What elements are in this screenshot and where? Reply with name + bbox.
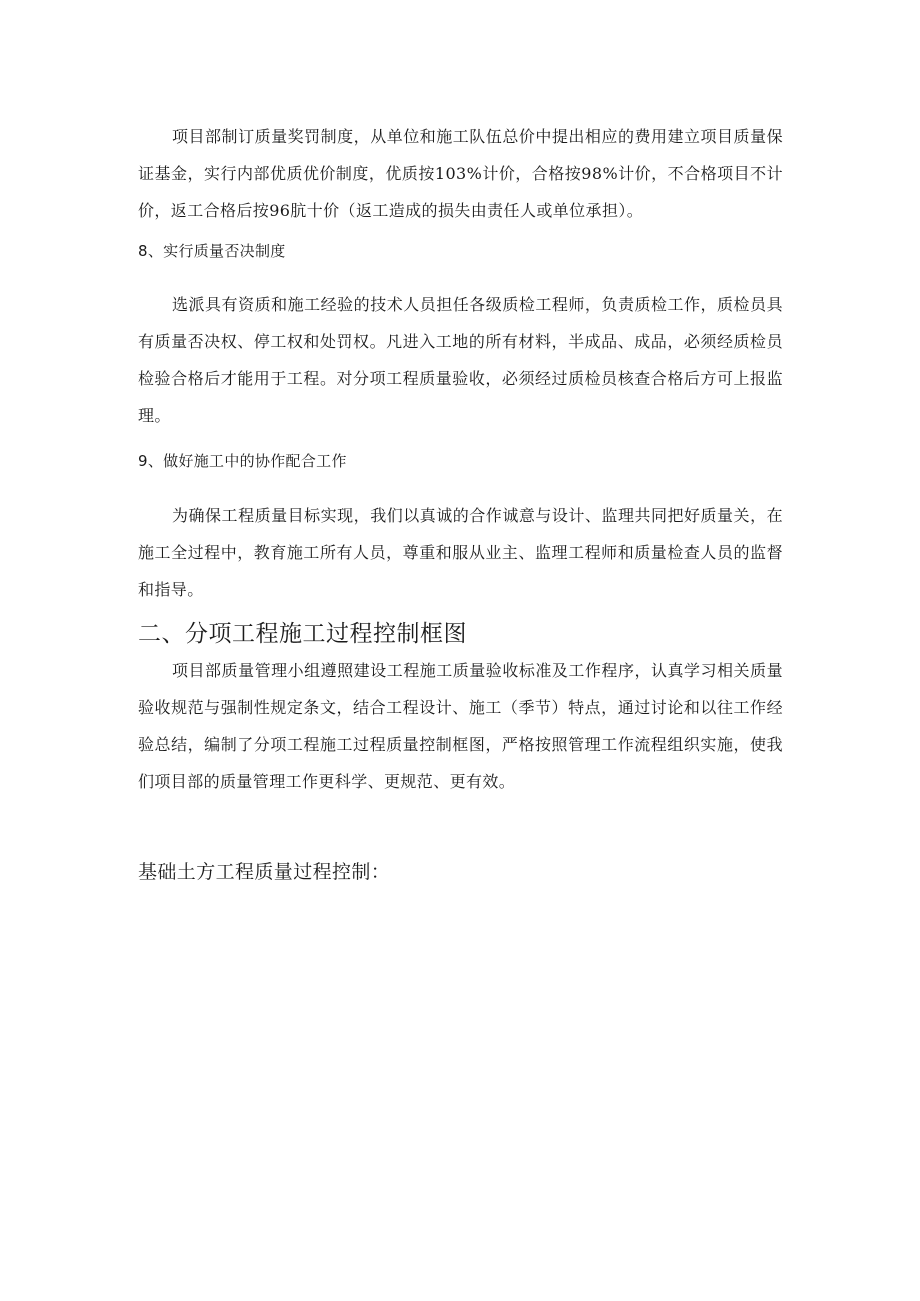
heading-item-8: 8、实行质量否决制度 xyxy=(138,242,286,260)
paragraph-reward-penalty-block xyxy=(138,118,783,229)
paragraph-veto-block xyxy=(138,286,783,434)
paragraph-reward-penalty: 项目部制订质量奖罚制度，从单位和施工队伍总价中提出相应的费用建立项目质量保证基金，实行内部优质优价制度，优质按103%计价，合格按98%计价，不合格项目不计价，返工合格后按96肮十价（返工造成的损失由责任人或单位承担）。 xyxy=(138,127,783,220)
paragraph-cooperation-block xyxy=(138,497,783,608)
heading-item-9: 9、做好施工中的协作配合工作 xyxy=(138,452,347,470)
subheading-foundation-block xyxy=(138,858,783,886)
heading-9-block xyxy=(138,450,783,472)
heading-8-block xyxy=(138,240,783,262)
paragraph-section-2-block xyxy=(138,652,783,800)
paragraph-cooperation: 为确保工程质量目标实现，我们以真诚的合作诚意与设计、监理共同把好质量关，在施工全过程中，教育施工所有人员，尊重和服从业主、监理工程师和质量检查人员的监督和指导。 xyxy=(138,506,783,599)
subheading-foundation-earthwork: 基础土方工程质量过程控制： xyxy=(138,861,391,883)
paragraph-quality-veto: 选派具有资质和施工经验的技术人员担任各级质检工程师，负责质检工作，质检员具有质量否决权、停工权和处罚权。凡进入工地的所有材料，半成品、成品，必须经质检员检验合格后才能用于工程。对分项工程质量验收，必须经过质检员核查合格后方可上报监理。 xyxy=(138,295,783,425)
section-2-title-block xyxy=(138,618,783,650)
paragraph-section-2: 项目部质量管理小组遵照建设工程施工质量验收标准及工作程序，认真学习相关质量验收规范与强制性规定条文，结合工程设计、施工（季节）特点，通过讨论和以往工作经验总结，编制了分项工程施工过程质量控制框图，严格按照管理工作流程组织实施，使我们项目部的质量管理工作更科学、更规范、更有效。 xyxy=(138,661,783,791)
section-title-flowchart: 二、分项工程施工过程控制框图 xyxy=(138,621,467,647)
